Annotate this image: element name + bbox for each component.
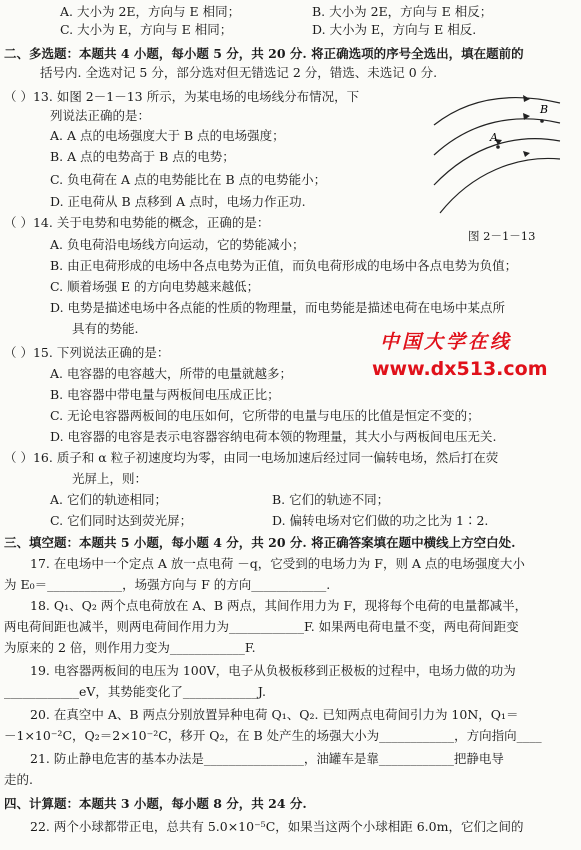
point-a — [496, 145, 500, 149]
text-line-l04: 括号内. 全选对记 5 分，部分选对但无错选记 2 分，错选、未选记 0 分. — [40, 65, 438, 80]
point-b — [540, 119, 544, 123]
text-line-l28: 为 E₀＝____________，场强方向与 F 的方向____________. — [4, 577, 331, 592]
text-line-l22: （ ）16. 质子和 α 粒子初速度均为零，由同一电场加速后经过同一偏转电场，然后打在荧 — [4, 450, 499, 465]
text-line-l39: 22. 两个小球都带正电，总共有 5.0×10⁻⁵C，如果当这两个小球相距 6.0m，它们之间的 — [30, 819, 524, 834]
text-line-l38: 四、计算题：本题共 3 小题，每小题 8 分，共 24 分. — [4, 796, 307, 811]
text-line-l14: C. 顺着场强 E 的方向电势越来越低； — [50, 279, 260, 294]
text-line-l03: 二、多选题：本题共 4 小题，每小题 5 分，共 20 分. 将正确选项的序号全选出，填在题前的 — [4, 46, 524, 61]
text-line-l30: 两电荷间距也减半，则两电荷间作用力为____________F. 如果两电荷电量不变，两电荷间距变 — [4, 619, 519, 634]
text-line-l11: （ ）14. 关于电势和电势能的概念，正确的是： — [4, 215, 270, 230]
text-line-l01: A. 大小为 2E，方向与 E 相同； — [60, 4, 241, 19]
field-line — [440, 158, 560, 213]
text-line-l06: 列说法正确的是： — [50, 108, 151, 123]
text-line-l19: B. 电容器中带电量与两板间电压成正比； — [50, 387, 280, 402]
text-line-l13: B. 由正电荷形成的电场中各点电势为正值，而负电荷形成的电场中各点电势为负值； — [50, 258, 518, 273]
point-b-label: B — [540, 103, 549, 116]
text-line-l08: B. A 点的电势高于 B 点的电势； — [50, 149, 235, 164]
text-line-l31: 为原来的 2 倍，则作用力变为____________F. — [4, 640, 256, 655]
electric-field-lines-figure — [432, 85, 562, 225]
point-a-label: A — [490, 131, 498, 144]
watermark-chinese: 中国大学在线 — [380, 331, 513, 353]
text-line-l24: A. 它们的轨迹相同； — [50, 492, 167, 507]
text-line-l15: D. 电势是描述电场中各点能的性质的物理量，而电势能是描述电荷在电场中某点所 — [50, 300, 506, 315]
figure-caption: 图 2－1－13 — [468, 229, 536, 243]
text-line-l32: 19. 电容器两板间的电压为 100V，电子从负极板移到正极板的过程中，电场力做的功为 — [30, 663, 516, 678]
text-line-l12: A. 负电荷沿电场线方向运动，它的势能减小； — [50, 237, 305, 252]
text-line-l23: 光屏上，则： — [72, 471, 148, 486]
text-line-l34: 20. 在真空中 A、B 两点分别放置异种电荷 Q₁、Q₂. 已知两点电荷间引力为 10N，Q₁＝ — [30, 707, 519, 722]
text-line-r03: B. 它们的轨迹不同； — [272, 492, 390, 507]
text-line-l16: 具有的势能. — [72, 321, 139, 336]
text-line-r04: D. 偏转电场对它们做的功之比为 1∶2. — [272, 513, 489, 528]
text-line-l25: C. 它们同时达到荧光屏； — [50, 513, 193, 528]
text-line-l26: 三、填空题：本题共 5 小题，每小题 4 分，共 20 分. 将正确答案填在题中横线上方空白处. — [4, 535, 516, 550]
text-line-l18: A. 电容器的电容越大，所带的电量就越多； — [50, 366, 292, 381]
watermark-url: www.dx513.com — [372, 358, 548, 380]
text-line-l20: C. 无论电容器两板间的电压如何，它所带的电量与电压的比值是恒定不变的； — [50, 408, 480, 423]
text-line-l29: 18. Q₁、Q₂ 两个点电荷放在 A、B 两点，其间作用力为 F，现将每个电荷的电量都减半， — [30, 598, 528, 613]
text-line-l37: 走的. — [4, 772, 33, 787]
text-line-l10: D. 正电荷从 B 点移到 A 点时，电场力作正功. — [50, 194, 306, 209]
text-line-l05: （ ）13. 如图 2－1－13 所示，为某电场的电场线分布情况，下 — [4, 89, 360, 104]
text-line-l17: （ ）15. 下列说法正确的是： — [4, 345, 170, 360]
text-line-r01: B. 大小为 2E，方向与 E 相反； — [312, 4, 493, 19]
text-line-l09: C. 负电荷在 A 点的电势能比在 B 点的电势能小； — [50, 172, 327, 187]
text-line-l02: C. 大小为 E，方向与 E 相同； — [60, 22, 233, 37]
text-line-l07: A. A 点的电场强度大于 B 点的电场强度； — [50, 128, 285, 143]
text-line-l21: D. 电容器的电容是表示电容器容纳电荷本领的物理量，其大小与两板间电压无关. — [50, 429, 497, 444]
text-line-l27: 17. 在电场中一个定点 A 放一点电荷 －q，它受到的电场力为 F，则 A 点的电场强度大小 — [30, 556, 525, 571]
text-line-l35: －1×10⁻²C，Q₂＝2×10⁻²C，移开 Q₂，在 B 处产生的场强大小为____________，方向指向____ — [4, 728, 542, 743]
text-line-l36: 21. 防止静电危害的基本办法是________________，油罐车是靠____________把静电导 — [30, 751, 504, 766]
arrow-head — [523, 151, 530, 157]
arrow-head — [523, 95, 530, 102]
text-line-l33: ____________eV，其势能变化了____________J. — [4, 684, 266, 699]
text-line-r02: D. 大小为 E，方向与 E 相反. — [312, 22, 477, 37]
